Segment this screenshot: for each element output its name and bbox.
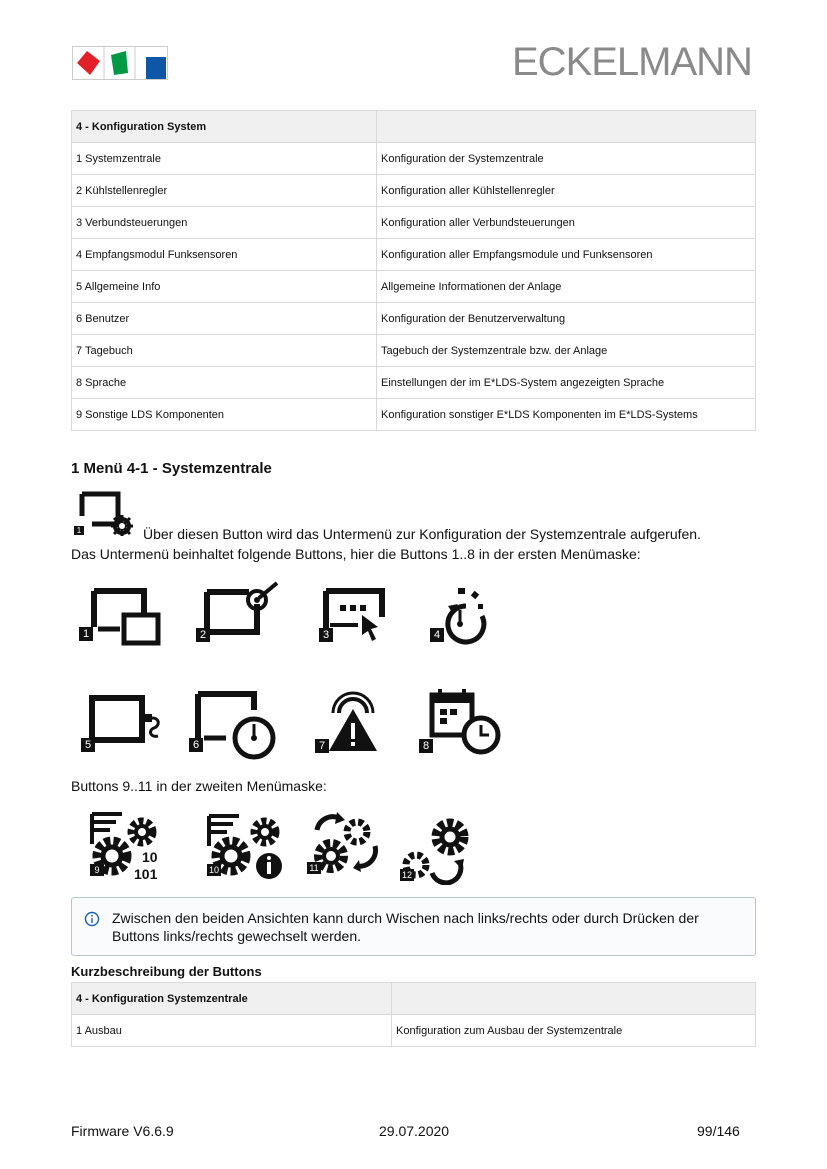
info-box bbox=[71, 897, 756, 956]
footer-firmware: Firmware V6.6.9 bbox=[71, 1123, 174, 1139]
icon-digits-10: 10 bbox=[142, 849, 158, 865]
icon-badge: 5 bbox=[81, 738, 95, 752]
icon-badge: 7 bbox=[315, 739, 329, 753]
table-row bbox=[72, 1015, 756, 1047]
table-cell: Konfiguration aller Empfangsmodule und Funksensoren bbox=[377, 239, 756, 271]
table-cell: 9 Sonstige LDS Komponenten bbox=[72, 399, 377, 431]
system-config-table bbox=[71, 110, 756, 431]
submenu-text: Das Untermenü beinhaltet folgende Buttons, hier die Buttons 1..8 in der ersten Menümaske: bbox=[71, 546, 641, 562]
table-row bbox=[72, 335, 756, 367]
icon-badge: 3 bbox=[319, 628, 333, 642]
table-cell: 4 - Konfiguration Systemzentrale bbox=[72, 983, 392, 1015]
table-row bbox=[72, 271, 756, 303]
button-icon-12[interactable] bbox=[398, 815, 473, 885]
table-cell: Konfiguration aller Kühlstellenregler bbox=[377, 175, 756, 207]
icon-badge: 1 bbox=[79, 627, 93, 641]
icon-badge: 8 bbox=[419, 739, 433, 753]
table-cell: 4 Empfangsmodul Funksensoren bbox=[72, 239, 377, 271]
button-icon-2[interactable] bbox=[193, 580, 288, 647]
button-icon-11[interactable] bbox=[305, 808, 385, 880]
table-cell: Konfiguration zum Ausbau der Systemzentrale bbox=[392, 1015, 756, 1047]
icon-badge: 2 bbox=[196, 628, 210, 642]
table-cell: 2 Kühlstellenregler bbox=[72, 175, 377, 207]
button-icon-5[interactable] bbox=[78, 690, 168, 754]
footer-date: 29.07.2020 bbox=[379, 1123, 450, 1139]
button-icon-alarm[interactable] bbox=[315, 685, 385, 755]
table-header-row bbox=[72, 983, 756, 1015]
table-cell: 1 Systemzentrale bbox=[72, 143, 377, 175]
table-cell: Konfiguration der Systemzentrale bbox=[377, 143, 756, 175]
table-cell: 1 Ausbau bbox=[72, 1015, 392, 1047]
table-row bbox=[72, 143, 756, 175]
button-icon-3[interactable] bbox=[318, 585, 388, 647]
systemzentrale-table bbox=[71, 982, 756, 1047]
icon-badge: 1 bbox=[74, 526, 84, 535]
table-cell: 7 Tagebuch bbox=[72, 335, 377, 367]
table-row bbox=[72, 175, 756, 207]
company-logo bbox=[72, 46, 168, 80]
button-icon-9[interactable] bbox=[88, 808, 168, 884]
table-cell: 5 Allgemeine Info bbox=[72, 271, 377, 303]
button-icon-6[interactable] bbox=[188, 688, 283, 760]
table-cell: 8 Sprache bbox=[72, 367, 377, 399]
icon-badge: 11 bbox=[307, 862, 321, 874]
info-icon bbox=[84, 911, 100, 927]
table-cell: Konfiguration sonstiger E*LDS Komponenten im E*LDS-Systems bbox=[377, 399, 756, 431]
icon-badge: 10 bbox=[208, 865, 219, 875]
table-row bbox=[72, 399, 756, 431]
table-cell: Konfiguration aller Verbundsteuerungen bbox=[377, 207, 756, 239]
table-cell: 6 Benutzer bbox=[72, 303, 377, 335]
button-icon-ausbau[interactable] bbox=[76, 585, 166, 647]
table-row bbox=[72, 367, 756, 399]
table-cell: Tagebuch der Systemzentrale bzw. der Anlage bbox=[377, 335, 756, 367]
table-cell: 3 Verbundsteuerungen bbox=[72, 207, 377, 239]
table-cell: Konfiguration der Benutzerverwaltung bbox=[377, 303, 756, 335]
table-cell: Allgemeine Informationen der Anlage bbox=[377, 271, 756, 303]
systemzentrale-config-icon bbox=[72, 490, 134, 536]
icon-badge: 12 bbox=[401, 870, 412, 880]
icon-digits-101: 101 bbox=[134, 866, 158, 882]
button-icon-10[interactable] bbox=[205, 810, 290, 884]
button-icon-timer[interactable] bbox=[428, 582, 498, 648]
info-text: Zwischen den beiden Ansichten kann durch Wischen nach links/rechts oder durch Drücken der Buttons links/rechts gewechselt werden. bbox=[112, 910, 699, 944]
short-description-heading: Kurzbeschreibung der Buttons bbox=[71, 964, 262, 979]
icon-badge: 4 bbox=[430, 628, 444, 642]
icon-badge: 9 bbox=[90, 864, 104, 876]
table-header-row bbox=[72, 111, 756, 143]
table-row bbox=[72, 207, 756, 239]
section-heading: 1 Menü 4-1 - Systemzentrale bbox=[71, 460, 272, 477]
intro-text: Über diesen Button wird das Untermenü zur Konfiguration der Systemzentrale aufgerufen. bbox=[143, 526, 701, 542]
table-cell bbox=[392, 983, 756, 1015]
table-row bbox=[72, 239, 756, 271]
button-icon-calendar-clock[interactable] bbox=[418, 685, 503, 755]
table-cell: Einstellungen der im E*LDS-System angezeigten Sprache bbox=[377, 367, 756, 399]
table-cell: 4 - Konfiguration System bbox=[72, 111, 377, 143]
footer-page: 99/146 bbox=[697, 1123, 740, 1139]
table-cell bbox=[377, 111, 756, 143]
brand-name: ECKELMANN bbox=[512, 40, 752, 84]
table-row bbox=[72, 303, 756, 335]
second-page-text: Buttons 9..11 in der zweiten Menümaske: bbox=[71, 778, 327, 794]
icon-badge: 6 bbox=[189, 738, 203, 752]
